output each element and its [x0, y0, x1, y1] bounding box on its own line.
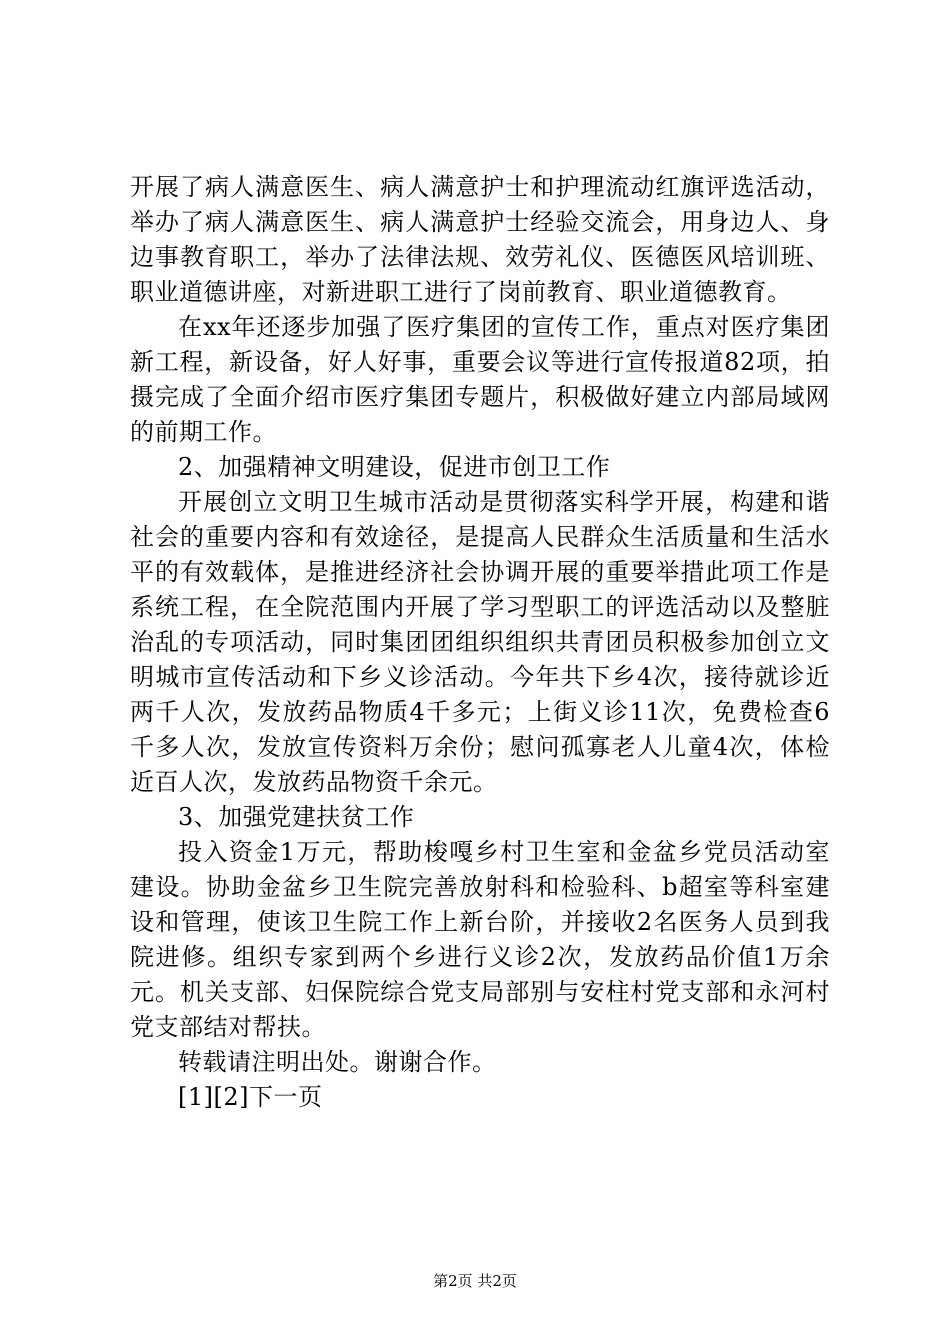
pagination-link-2[interactable]: [2]: [213, 1083, 249, 1111]
pagination-link-1[interactable]: [1]: [178, 1083, 214, 1111]
page-footer: [0, 1271, 950, 1291]
page-number-label: 第2页 共2页: [433, 1272, 517, 1290]
section-heading-civilization: 2、加强精神文明建设，促进市创卫工作: [178, 453, 611, 481]
paragraph-poverty-aid: 投入资金1万元，帮助梭嘎乡村卫生室和金盆乡党员活动室建设。协助金盆乡卫生院完善放射科和检验科、b超室等科室建设和管理，使该卫生院工作上新台阶，并接收2名医务人员到我院进修。组织专家到两个乡进行义诊2次，发放药品价值1万余元。机关支部、妇保院综合党支局部别与安柱村党支部和永河村党支部结对帮扶。: [130, 838, 830, 1041]
paragraph-ethics-training: 开展了病人满意医生、病人满意护士和护理流动红旗评选活动，举办了病人满意医生、病人满意护士经验交流会，用身边人、身边事教育职工，举办了法律法规、效劳礼仪、医德医风培训班、职业道德讲座，对新进职工进行了岗前教育、职业道德教育。: [130, 173, 830, 306]
paragraph-civilized-city: 开展创立文明卫生城市活动是贯彻落实科学开展，构建和谐社会的重要内容和有效途径，是提高人民群众生活质量和生活水平的有效载体，是推进经济社会协调开展的重要举措此项工作是系统工程，在全院范围内开展了学习型职工的评选活动以及整脏治乱的专项活动，同时集团团组织组织共青团员积极参加创立文明城市宣传活动和下乡义诊活动。今年共下乡4次，接待就诊近两千人次，发放药品物质4千多元；上街义诊11次，免费检查6千多人次，发放宣传资料万余份；慰问孤寡老人儿童4次，体检近百人次，发放药品物资千余元。: [130, 488, 830, 796]
document-body: [130, 170, 830, 1115]
paragraph-publicity: 在xx年还逐步加强了医疗集团的宣传工作，重点对医疗集团新工程，新设备，好人好事，重要会议等进行宣传报道82项，拍摄完成了全面介绍市医疗集团专题片，积极做好建立内部局域网的前期工作。: [130, 313, 830, 446]
reprint-notice: 转载请注明出处。谢谢合作。: [178, 1048, 497, 1076]
pagination: [130, 1080, 830, 1115]
pagination-next-link[interactable]: 下一页: [249, 1083, 323, 1111]
section-heading-party-building: 3、加强党建扶贫工作: [178, 803, 415, 831]
